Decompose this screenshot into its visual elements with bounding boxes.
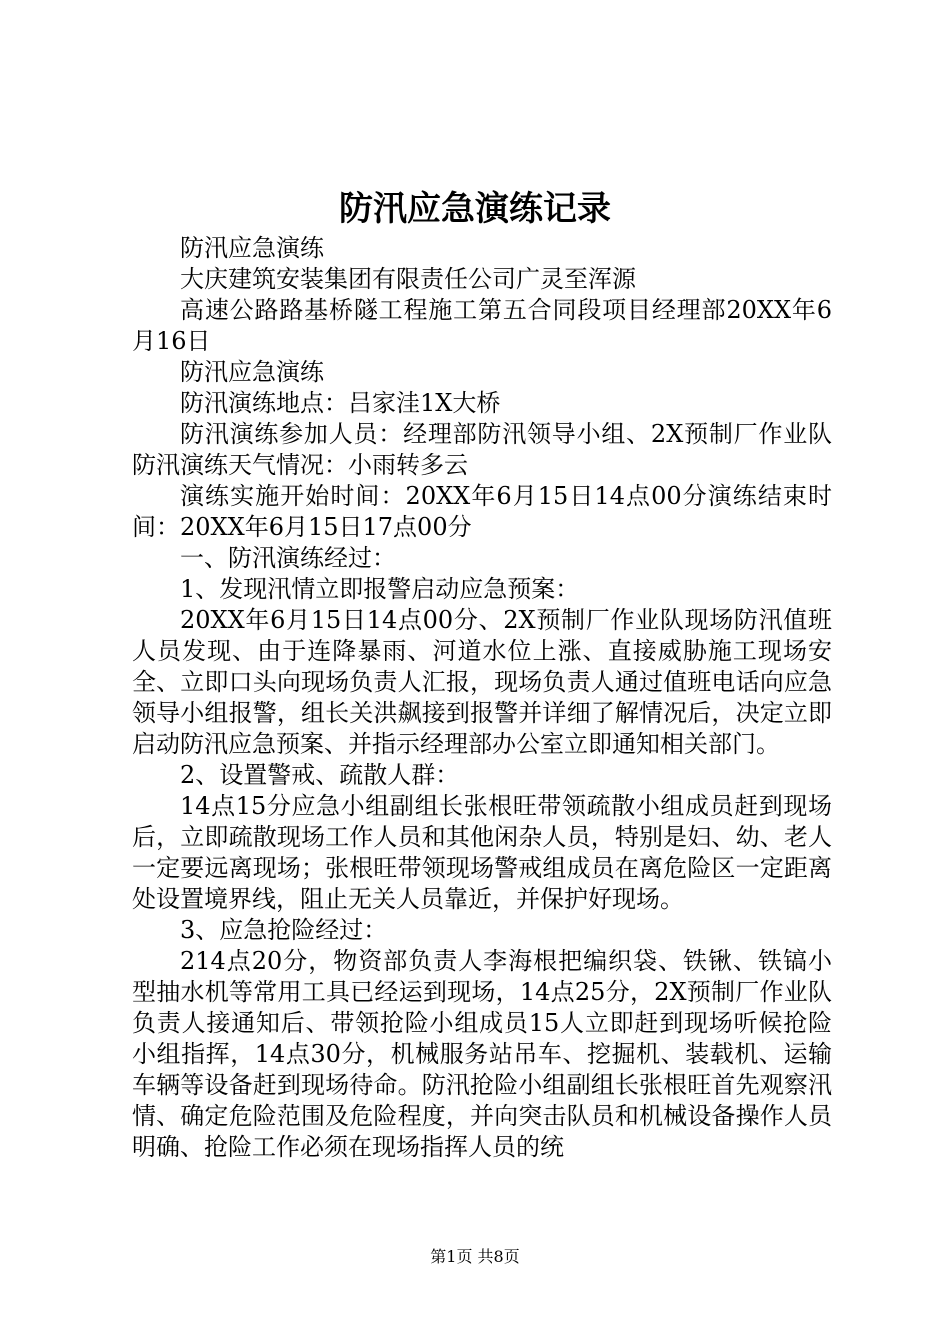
- paragraph: 防汛演练参加人员：经理部防汛领导小组、2X预制厂作业队防汛演练天气情况：小雨转多云: [132, 420, 832, 479]
- paragraph: 防汛应急演练: [180, 234, 324, 262]
- paragraph: 大庆建筑安装集团有限责任公司广灵至浑源: [180, 265, 636, 293]
- document-body: [132, 233, 832, 1163]
- paragraph: 防汛应急演练: [180, 358, 324, 386]
- paragraph: 高速公路路基桥隧工程施工第五合同段项目经理部20XX年6月16日: [132, 296, 832, 355]
- paragraph: 演练实施开始时间：20XX年6月15日14点00分演练结束时间：20XX年6月15日17点00分: [132, 482, 832, 541]
- subsection-heading: 1、发现汛情立即报警启动应急预案：: [180, 575, 580, 603]
- paragraph: 14点15分应急小组副组长张根旺带领疏散小组成员赶到现场后，立即疏散现场工作人员和其他闲杂人员，特别是妇、幼、老人一定要远离现场；张根旺带领现场警戒组成员在离危险区一定距离处设置境界线，阻止无关人员靠近，并保护好现场。: [132, 792, 832, 913]
- section-heading: 一、防汛演练经过：: [180, 544, 396, 572]
- subsection-heading: 2、设置警戒、疏散人群：: [180, 761, 460, 789]
- paragraph: 214点20分，物资部负责人李海根把编织袋、铁锹、铁镐小型抽水机等常用工具已经运到现场，14点25分，2X预制厂作业队负责人接通知后、带领抢险小组成员15人立即赶到现场听候抢险小组指挥，14点30分，机械服务站吊车、挖掘机、装载机、运输车辆等设备赶到现场待命。防汛抢险小组副组长张根旺首先观察汛情、确定危险范围及危险程度，并向突击队员和机械设备操作人员明确、抢险工作必须在现场指挥人员的统: [132, 947, 832, 1161]
- document-title: 防汛应急演练记录: [339, 189, 611, 229]
- paragraph: 防汛演练地点：吕家洼1X大桥: [180, 389, 501, 417]
- subsection-heading: 3、应急抢险经过：: [180, 916, 388, 944]
- paragraph: 20XX年6月15日14点00分、2X预制厂作业队现场防汛值班人员发现、由于连降暴雨、河道水位上涨、直接威胁施工现场安全、立即口头向现场负责人汇报，现场负责人通过值班电话向应急领导小组报警，组长关洪飙接到报警并详细了解情况后，决定立即启动防汛应急预案、并指示经理部办公室立即通知相关部门。: [132, 606, 832, 758]
- page-footer: 第1页 共8页: [430, 1247, 520, 1266]
